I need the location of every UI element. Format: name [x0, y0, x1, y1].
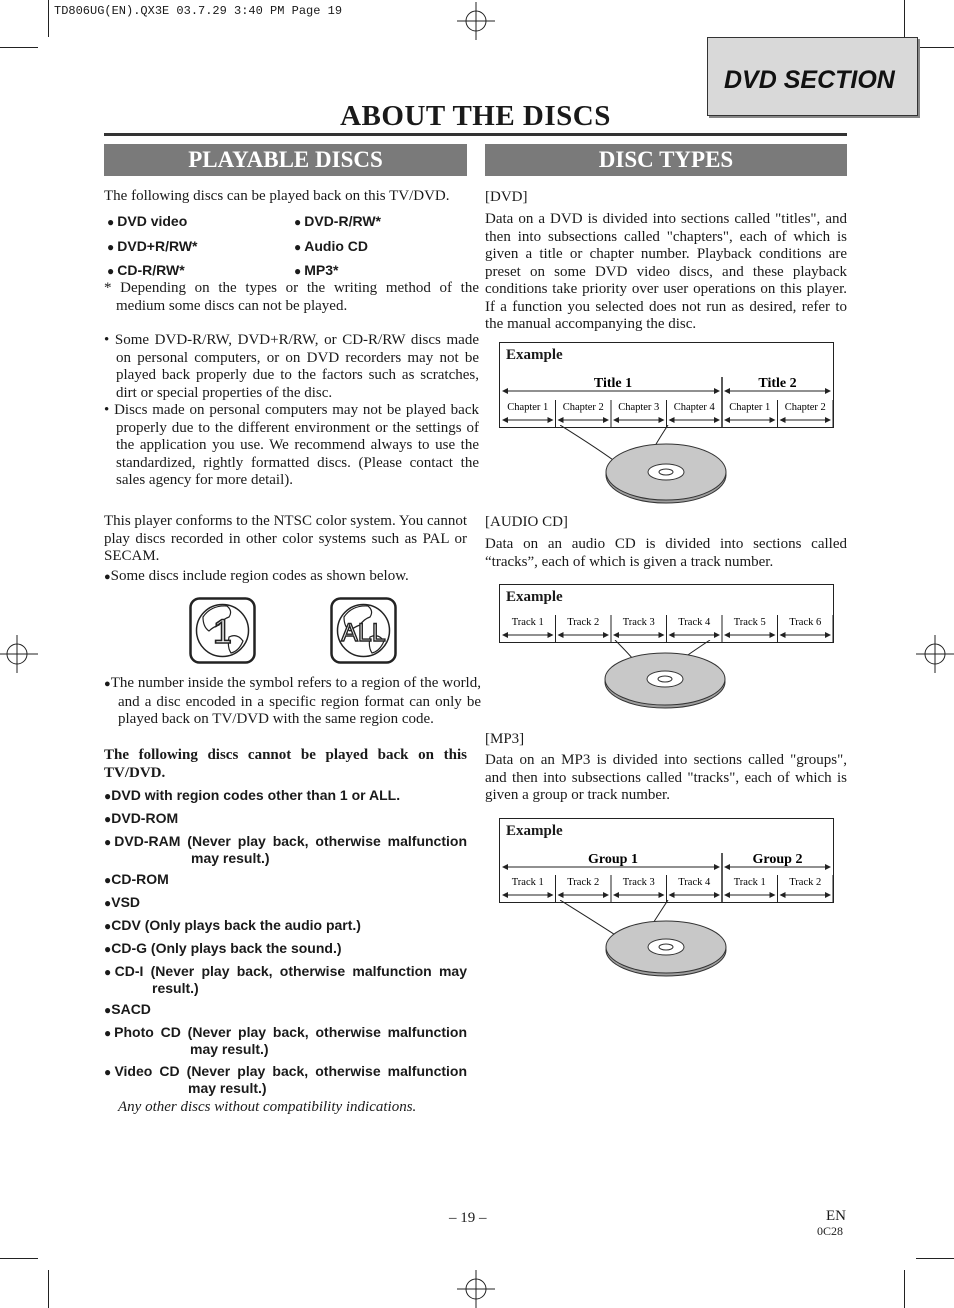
title-rule: [104, 133, 847, 136]
mp3-label: [MP3]: [485, 731, 525, 747]
item-arrow: [669, 892, 721, 898]
item-label: Chapter 1: [729, 402, 771, 413]
svg-text:1: 1: [213, 613, 232, 651]
page-title: ABOUT THE DISCS: [340, 100, 611, 132]
playable-item: ● DVD+R/RW*: [107, 238, 198, 254]
registration-mark: [0, 635, 38, 673]
item-label: Chapter 4: [673, 402, 715, 413]
section-tab-label: DVD SECTION: [724, 66, 895, 94]
region-note: ●The number inside the symbol refers to a region of the world, and a disc encoded in a specific region format can only be played back on TV/DVD with the same region code.: [104, 675, 481, 727]
item-label: Chapter 1: [507, 402, 549, 413]
cannot-play-item: ●CD-I (Never play back, otherwise malfunction may result.): [104, 963, 468, 996]
disc-types-heading: DISC TYPES: [485, 144, 847, 176]
item-label: Track 2: [567, 877, 600, 888]
item-arrow: [502, 417, 554, 423]
mp3-example-box: [499, 818, 834, 903]
item-arrow: [613, 892, 665, 898]
item-label: Track 3: [622, 877, 655, 888]
print-header: TD806UG(EN).QX3E 03.7.29 3:40 PM Page 19: [54, 4, 343, 18]
registration-mark: [916, 635, 954, 673]
playable-intro: The following discs can be played back on this TV/DVD.: [104, 188, 450, 204]
dvd-label: [DVD]: [485, 189, 528, 205]
cannot-play-item: ●CD-ROM: [104, 871, 169, 887]
item-arrow: [724, 632, 776, 638]
item-label: Track 3: [622, 617, 655, 628]
example-label: Example: [506, 823, 563, 839]
playable-item: ● DVD-R/RW*: [294, 213, 381, 229]
example-label: Example: [506, 589, 563, 605]
item-arrow: [502, 892, 554, 898]
disc-warning-2: • Discs made on personal computers may not be played back properly due to the different environment or the settings of the application you use. We recommend always to use the standardized, rightly formatted discs. (Please contact the sales agency for more detail).: [104, 402, 479, 488]
item-arrow: [780, 632, 832, 638]
mp3-structure-diagram: [500, 819, 833, 902]
cannot-play-item: ●DVD-RAM (Never play back, otherwise malfunction may result.): [104, 833, 467, 866]
playable-note: * Depending on the types or the writing method of the medium some discs can not be played.: [104, 280, 479, 314]
crop-mark: [0, 1258, 38, 1259]
item-arrow: [780, 417, 832, 423]
example-label: Example: [506, 347, 563, 363]
audio-cd-description: Data on an audio CD is divided into sections called “tracks”, each of which is given a track number.: [485, 536, 847, 570]
crop-mark: [904, 1270, 905, 1308]
group-label: Group 2: [752, 852, 803, 867]
dvd-disc-icon: [560, 425, 740, 510]
dvd-example-box: [499, 342, 834, 428]
item-label: Track 2: [789, 877, 822, 888]
group-label: Title 1: [593, 376, 633, 391]
dvd-structure-diagram: [500, 343, 833, 427]
crop-mark: [48, 0, 49, 37]
cannot-play-item: ●Video CD (Never play back, otherwise malfunction may result.): [104, 1063, 468, 1096]
cd-example-box: [499, 584, 834, 643]
cannot-play-item: ●DVD with region codes other than 1 or ALL.: [104, 787, 401, 803]
item-label: Track 4: [678, 877, 711, 888]
crop-mark: [48, 1270, 49, 1308]
cannot-play-item: ●CD-G (Only plays back the sound.): [104, 940, 342, 956]
item-arrow: [502, 632, 554, 638]
compatibility-footnote: Any other discs without compatibility indications.: [118, 1099, 417, 1115]
item-arrow: [724, 892, 776, 898]
mp3-description: Data on an MP3 is divided into sections called "groups", and then into subsections called "tracks", each of which is given a group or track number.: [485, 752, 847, 803]
dvd-description: Data on a DVD is divided into sections called "titles", and then into subsections called "chapters", each of which is given a title or chapter number. Playback conditions are preset on some DVD video discs, and these playback conditions take priority over user operations on this player. If a function you selected does not run as desired, refer to the manual accompanying the disc.: [485, 211, 847, 332]
crop-mark: [916, 1258, 954, 1259]
cannot-play-item: ●DVD-ROM: [104, 810, 179, 826]
item-arrow: [724, 417, 776, 423]
item-arrow: [558, 632, 610, 638]
item-arrow: [613, 632, 665, 638]
cannot-play-item: ●Photo CD (Never play back, otherwise malfunction may result.): [104, 1024, 467, 1057]
language-code: EN: [826, 1208, 846, 1224]
item-label: Chapter 2: [562, 402, 604, 413]
region-intro: ●Some discs include region codes as shown below.: [104, 568, 409, 584]
item-arrow: [780, 892, 832, 898]
doc-code: 0C28: [817, 1224, 844, 1238]
item-label: Track 1: [733, 877, 766, 888]
cannot-play-item: ●CDV (Only plays back the audio part.): [104, 917, 361, 933]
ntsc-text: This player conforms to the NTSC color system. You cannot play discs recorded in other color systems such as PAL or SECAM.: [104, 513, 467, 564]
audio-cd-label: [AUDIO CD]: [485, 514, 568, 530]
item-arrow: [558, 417, 610, 423]
playable-discs-heading: PLAYABLE DISCS: [104, 144, 467, 176]
playable-item: ● Audio CD: [294, 238, 369, 254]
cannot-play-item: ●SACD: [104, 1001, 151, 1017]
item-label: Track 1: [511, 617, 544, 628]
item-label: Track 6: [789, 617, 822, 628]
crop-mark: [916, 47, 954, 48]
crop-mark: [0, 47, 38, 48]
cd-structure-diagram: [500, 585, 833, 642]
cd-disc-icon: [560, 640, 740, 712]
item-arrow: [669, 417, 721, 423]
playable-item: ● DVD video: [107, 213, 188, 229]
cannot-play-heading: The following discs cannot be played back on this TV/DVD.: [104, 747, 467, 781]
playable-item: ● CD-R/RW*: [107, 262, 185, 278]
region-1-icon: [189, 597, 257, 665]
group-label: Group 1: [588, 852, 638, 867]
item-arrow: [558, 892, 610, 898]
group-label: Title 2: [758, 376, 797, 391]
item-label: Track 5: [733, 617, 766, 628]
registration-mark: [457, 1270, 495, 1308]
crop-mark: [904, 0, 905, 37]
page-number: – 19 –: [449, 1210, 487, 1226]
registration-mark: [457, 2, 495, 40]
item-label: Track 2: [567, 617, 600, 628]
region-all-icon: [330, 597, 398, 665]
svg-text:ALL: ALL: [341, 619, 386, 647]
mp3-disc-icon: [560, 900, 740, 980]
playable-item: ● MP3*: [294, 262, 339, 278]
item-label: Track 1: [511, 877, 544, 888]
item-label: Chapter 2: [784, 402, 826, 413]
item-label: Chapter 3: [618, 402, 660, 413]
item-arrow: [669, 632, 721, 638]
disc-warning-1: • Some DVD-R/RW, DVD+R/RW, or CD-R/RW discs made on personal computers, or on DVD recorders may not be played back properly due to the factors such as scratches, dirt or special properties of the disc.: [104, 332, 479, 401]
item-arrow: [613, 417, 665, 423]
item-label: Track 4: [678, 617, 711, 628]
cannot-play-item: ●VSD: [104, 894, 141, 910]
